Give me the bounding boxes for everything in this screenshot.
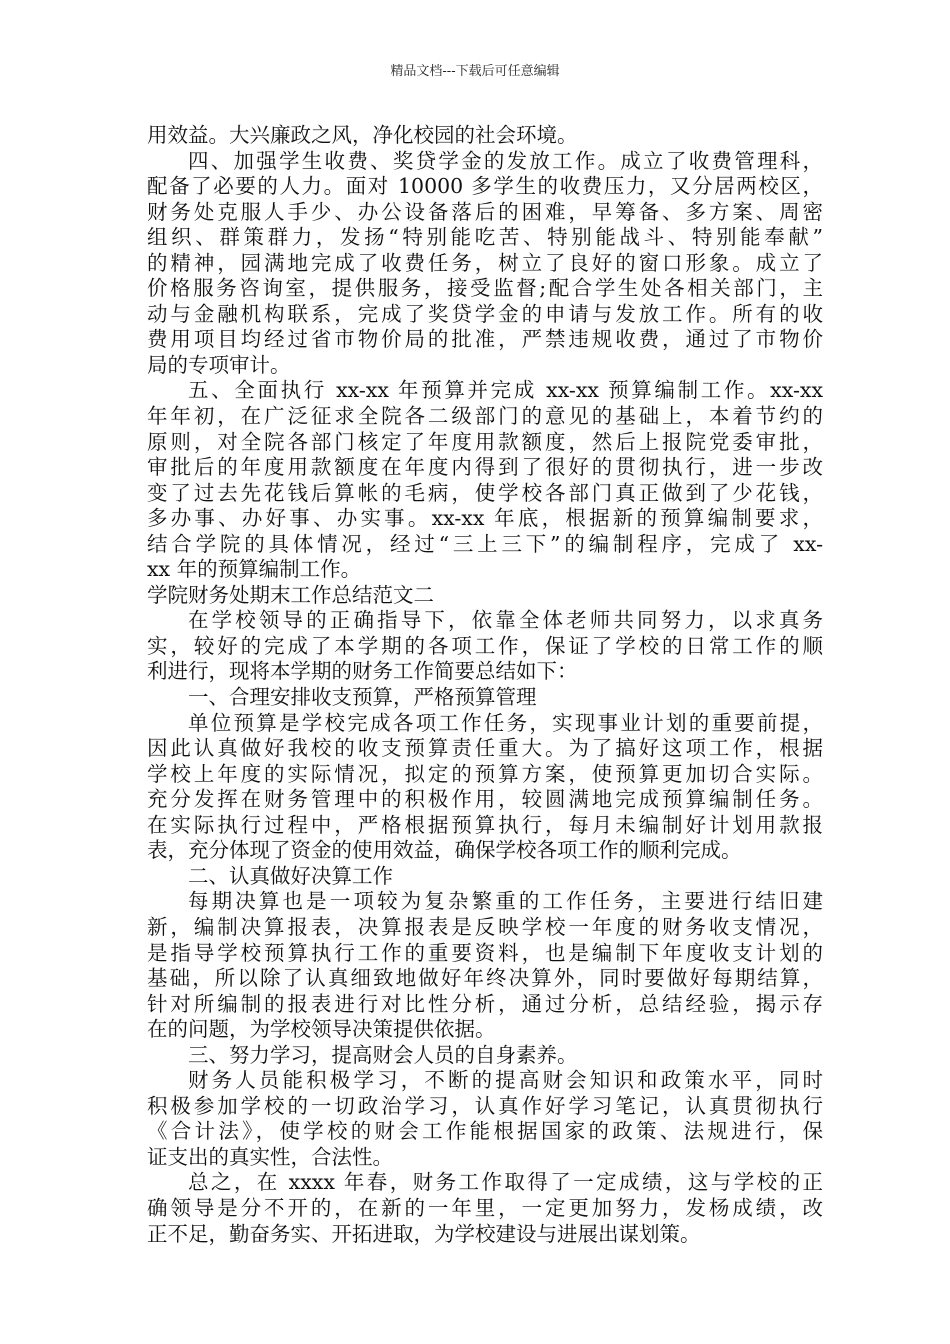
text-line: 基础，所以除了认真细致地做好年终决算外，同时要做好每期结算， (147, 966, 823, 991)
text-line: 价格服务咨询室，提供服务，接受监督;配合学生处各相关部门，主 (147, 276, 823, 301)
text-line: 四、加强学生收费、奖贷学金的发放工作。成立了收费管理科， (188, 148, 823, 173)
text-line: 实，较好的完成了本学期的各项工作，保证了学校的日常工作的顺 (147, 633, 823, 658)
text-line: 财务人员能积极学习，不断的提高财会知识和政策水平，同时 (188, 1068, 823, 1093)
text-line: 多办事、办好事、办实事。xx-xx 年底，根据新的预算编制要求， (147, 506, 823, 531)
text-line: 总之，在 xxxx 年春，财务工作取得了一定成绩，这与学校的正 (188, 1170, 823, 1195)
text-line: 单位预算是学校完成各项工作任务，实现事业计划的重要前提， (188, 710, 823, 735)
page-header: 精品文档---下载后可任意编辑 (390, 64, 560, 79)
text-line: 费用项目均经过省市物价局的批准，严禁违规收费，通过了市物价 (147, 327, 823, 352)
text-line: 变了过去先花钱后算帐的毛病，使学校各部门真正做到了少花钱， (147, 480, 823, 505)
text-line: 学院财务处期末工作总结范文二 (147, 582, 434, 607)
text-line: 原则，对全院各部门核定了年度用款额度，然后上报院党委审批， (147, 429, 823, 454)
text-line: 充分发挥在财务管理中的积极作用，较圆满地完成预算编制任务。 (147, 787, 823, 812)
text-line: 是指导学校预算执行工作的重要资料，也是编制下年度收支计划的 (147, 940, 823, 965)
text-line: 局的专项审计。 (147, 352, 291, 377)
text-line: 结合学院的具体情况，经过“三上三下”的编制程序，完成了 xx- (147, 531, 823, 556)
text-line: xx 年的预算编制工作。 (147, 557, 362, 582)
text-line: 学校上年度的实际情况，拟定的预算方案，使预算更加切合实际。 (147, 761, 823, 786)
text-line: 利进行，现将本学期的财务工作简要总结如下： (147, 659, 578, 684)
text-line: 在学校领导的正确指导下，依靠全体老师共同努力，以求真务 (188, 608, 823, 633)
text-line: 因此认真做好我校的收支预算责任重大。为了搞好这项工作，根据 (147, 736, 823, 761)
text-line: 每期决算也是一项较为复杂繁重的工作任务，主要进行结旧建 (188, 889, 823, 914)
document-body (147, 123, 823, 1247)
text-line: 《合计法》，使学校的财会工作能根据国家的政策、法规进行，保 (147, 1119, 823, 1144)
text-line: 在实际执行过程中，严格根据预算执行，每月未编制好计划用款报 (147, 812, 823, 837)
text-line: 证支出的真实性，合法性。 (147, 1144, 393, 1169)
text-line: 年年初，在广泛征求全院各二级部门的意见的基础上，本着节约的 (147, 404, 823, 429)
text-line: 确领导是分不开的，在新的一年里，一定更加努力，发杨成绩，改 (147, 1195, 823, 1220)
text-line: 配备了必要的人力。面对 10000 多学生的收费压力，又分居两校区， (147, 174, 823, 199)
text-line: 积极参加学校的一切政治学习，认真作好学习笔记，认真贯彻执行 (147, 1093, 823, 1118)
text-line: 动与金融机构联系，完成了奖贷学金的申请与发放工作。所有的收 (147, 301, 823, 326)
text-line: 三、努力学习，提高财会人员的自身素养。 (188, 1042, 578, 1067)
text-line: 正不足，勤奋务实、开拓进取，为学校建设与进展出谋划策。 (147, 1221, 701, 1246)
text-line: 二、认真做好决算工作 (188, 863, 393, 888)
text-line: 新，编制决算报表，决算报表是反映学校一年度的财务收支情况， (147, 914, 823, 939)
text-line: 用效益。大兴廉政之风，净化校园的社会环境。 (147, 123, 578, 147)
text-line: 五、全面执行 xx-xx 年预算并完成 xx-xx 预算编制工作。xx-xx (188, 378, 823, 403)
text-line: 组织、群策群力，发扬“特别能吃苦、特别能战斗、特别能奉献” (147, 225, 823, 250)
text-line: 的精神，园满地完成了收费任务，树立了良好的窗口形象。成立了 (147, 250, 823, 275)
text-line: 表，充分体现了资金的使用效益，确保学校各项工作的顺利完成。 (147, 838, 742, 863)
text-line: 针对所编制的报表进行对比性分析，通过分析，总结经验，揭示存 (147, 991, 823, 1016)
text-line: 一、合理安排收支预算，严格预算管理 (188, 685, 537, 710)
text-line: 审批后的年度用款额度在年度内得到了很好的贯彻执行，进一步改 (147, 455, 823, 480)
text-line: 财务处克服人手少、办公设备落后的困难，早筹备、多方案、周密 (147, 199, 823, 224)
text-line: 在的问题，为学校领导决策提供依据。 (147, 1017, 496, 1042)
